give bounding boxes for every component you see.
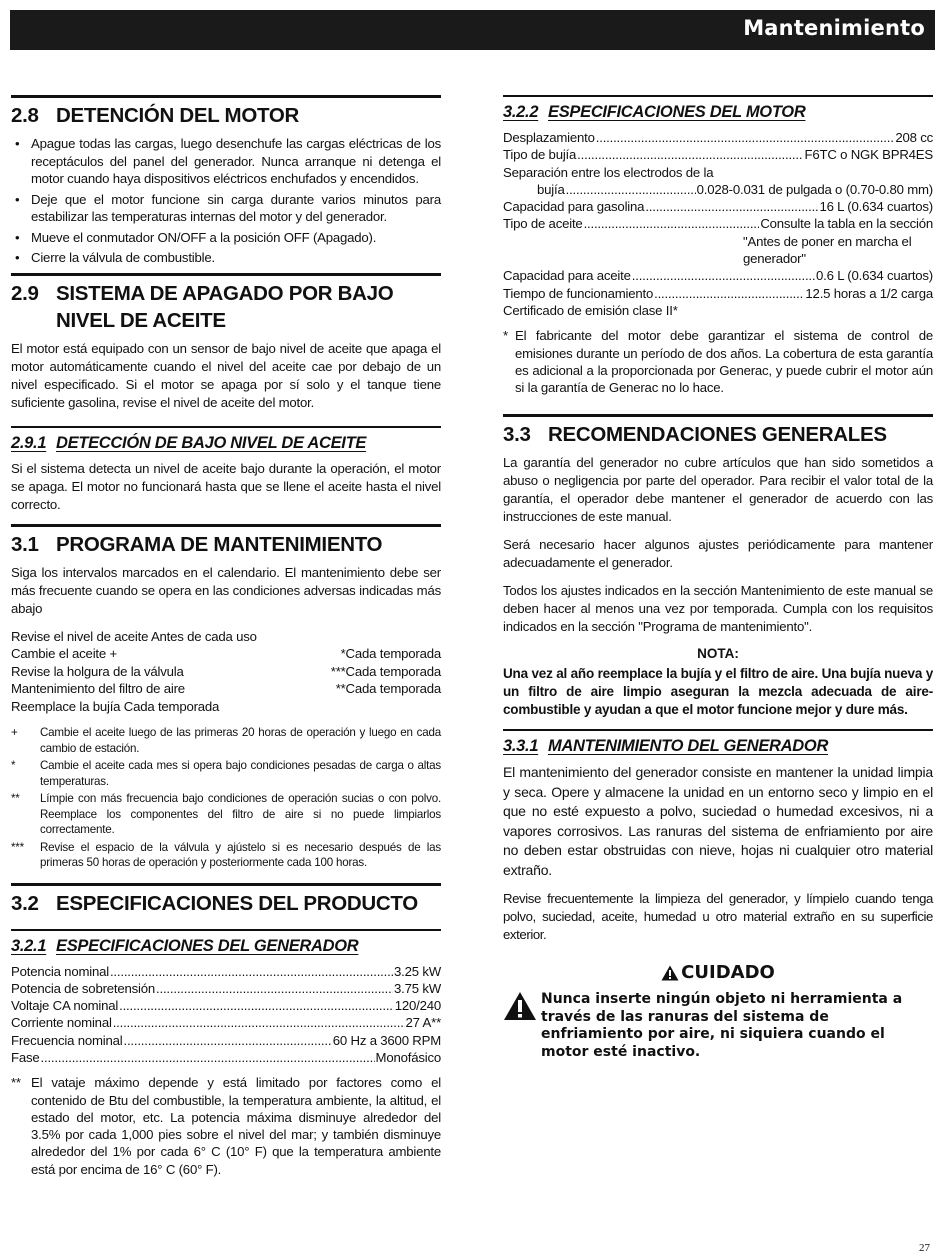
shutdown-steps-list: [11, 135, 441, 267]
section-number: 3.2: [11, 891, 39, 915]
section-number: 3.3: [503, 423, 531, 447]
section-number: 3.1: [11, 532, 39, 556]
section-3-2-2-heading: [503, 95, 933, 123]
spec-row: Voltaje CA nominal ..... 120/240: [11, 997, 441, 1014]
section-3-1-heading: [11, 524, 441, 558]
spec-row: Desplazamiento ..... 208 cc: [503, 129, 933, 146]
section-3-3-paragraph: Será necesario hacer algunos ajustes periódicamente para mantener adecuadamente el generador.: [503, 537, 933, 571]
spec-row: Capacidad para aceite ..... 0.6 L (0.634 cuartos): [503, 267, 933, 284]
warning-triangle-icon: [661, 965, 679, 981]
engine-specs: [503, 129, 933, 319]
spec-row: Potencia nominal ..... 3.25 kW: [11, 963, 441, 980]
schedule-notes: [11, 725, 441, 871]
generator-specs: [11, 963, 441, 1067]
right-column: [503, 95, 933, 1061]
section-3-3-heading: [503, 414, 933, 448]
list-item: • Cierre la válvula de combustible.: [15, 250, 215, 265]
schedule-row: Mantenimiento del filtro de aire **Cada temporada: [11, 681, 441, 696]
caution-text: Nunca inserte ningún objeto ni herramienta a través de las ranuras del sistema de enfriamiento por aire, ni siquiera cuando el motor esté inactivo.: [541, 991, 903, 1060]
list-item: • Mueve el conmutador ON/OFF a la posición OFF (Apagado).: [15, 229, 377, 245]
section-number: 3.2.1: [11, 936, 47, 955]
section-2-9-1-heading: [11, 426, 441, 454]
section-3-3-1-heading: [503, 729, 933, 757]
note-item: * Cambie el aceite cada mes si opera bajo condiciones pesadas de carga o altas temperaturas.: [11, 759, 441, 788]
spec-continuation: generador": [743, 251, 806, 267]
spec-row: Certificado de emisión clase II*: [503, 302, 678, 318]
note-item: *** Revise el espacio de la válvula y ajústelo si es necesario después de las primeras 50 horas de operación y posteriormente cada 100 horas.: [11, 840, 441, 869]
warning-triangle-icon: [503, 991, 541, 1026]
caution-box: [503, 991, 933, 1061]
engine-specs-footnote: * El fabricante del motor debe garantizar el sistema de control de emisiones durante un período de dos años. La cobertura de esta garantía es adicional a la proporcionada por Generac, y puede cubrir el motor aún si la garantía de Generac no lo hace.: [503, 328, 933, 396]
caution-heading: [503, 962, 933, 983]
section-2-9-1-body: Si el sistema detecta un nivel de aceite bajo durante la operación, el motor se apaga. El motor no funcionará hasta que se llene el aceite hasta el nivel correcto.: [11, 460, 441, 512]
spec-row: bujía ..... 0.028-0.031 de pulgada o (0.70-0.80 mm): [503, 181, 933, 198]
schedule-row: Reemplace la bujía Cada temporada: [11, 698, 220, 714]
section-title: SISTEMA DE APAGADO POR BAJO NIVEL DE ACEITE: [56, 281, 394, 332]
section-3-3-paragraph: Todos los ajustes indicados en la sección Mantenimiento de este manual se deben hacer al menos una vez por temporada. Cumpla con los requisitos indicados en la sección "Programa de mantenimiento".: [503, 583, 933, 635]
header-bar: [10, 10, 935, 50]
section-title: RECOMENDACIONES GENERALES: [548, 423, 887, 447]
generator-specs-footnote: ** El vataje máximo depende y está limitado por factores como el contenido de Btu del combustible, la temperatura ambiente, la altitud, el estado del motor, etc. La potencia máxima disminuye alrededor del 3.5% por cada 1,000 pies sobre el nivel del mar; y también disminuye alrededor del 1% por cada 6° C (10° F) que la temperatura ambiente está por encima de 16° C (60° F).: [11, 1075, 441, 1177]
section-3-3-paragraph: La garantía del generador no cubre artículos que han sido sometidos a abuso o negligencia por parte del operador. Para recibir el valor total de la garantía, el operador debe mantener el generador de acuerdo con las instrucciones de este manual.: [503, 455, 933, 525]
schedule-row: Cambie el aceite + *Cada temporada: [11, 646, 441, 661]
section-number: 3.2.2: [503, 103, 539, 121]
list-item: • Deje que el motor funcione sin carga durante varios minutos para estabilizar las temperaturas internas del motor y del generador.: [15, 191, 441, 224]
section-number: 2.9: [11, 281, 39, 305]
section-3-3-1-paragraph: Revise frecuentemente la limpieza del generador, y límpielo cuando tenga polvo, suciedad, aceite, humedad u otro material extraño en su superficie exterior.: [503, 891, 933, 943]
section-title: ESPECIFICACIONES DEL GENERADOR: [56, 936, 359, 955]
maintenance-schedule: [11, 628, 441, 716]
section-title: MANTENIMIENTO DEL GENERADOR: [548, 737, 829, 756]
section-2-8-heading: [11, 95, 441, 129]
section-title: ESPECIFICACIONES DEL MOTOR: [548, 103, 806, 121]
section-2-9-body: El motor está equipado con un sensor de bajo nivel de aceite que apaga el motor automáticamente cuando el nivel del aceite cae por debajo de un nivel especificado. Si el motor se apaga por sí solo y el tanque tiene suficiente gasolina, revise el nivel de aceite del motor.: [11, 340, 441, 410]
section-3-2-1-heading: [11, 929, 441, 957]
schedule-row: Revise el nivel de aceite Antes de cada uso: [11, 628, 257, 644]
section-3-3-1-paragraph: El mantenimiento del generador consiste en mantener la unidad limpia y seca. Opere y almacene la unidad en un entorno seco y limpio en el que no esté expuesto a polvo, suciedad o humedad excesivos, ni a vapores corrosivos. Las ranuras del sistema de enfriamiento por aire no deben estar obstruidas con nieve, hojas ni cualquier otro material extraño.: [503, 764, 933, 878]
section-3-2-heading: [11, 883, 441, 917]
note-body: Una vez al año reemplace la bujía y el filtro de aire. Una bujía nueva y un filtro de aire limpio aseguran la mezcla adecuada de aire-combustible y ayudan a que el motor funcione mejor y dure más.: [503, 666, 933, 718]
spec-row: Tiempo de funcionamiento ..... 12.5 horas a 1/2 carga: [503, 285, 933, 302]
page-number: 27: [919, 1242, 930, 1254]
section-2-9-heading: [11, 273, 441, 334]
note-item: + Cambie el aceite luego de las primeras 20 horas de operación y luego en cada cambio de estación.: [11, 726, 441, 755]
section-title: DETECCIÓN DE BAJO NIVEL DE ACEITE: [56, 433, 367, 452]
spec-row: Capacidad para gasolina ..... 16 L (0.634 cuartos): [503, 198, 933, 215]
spec-row: Tipo de aceite ..... Consulte la tabla en la sección: [503, 215, 933, 232]
section-title: ESPECIFICACIONES DEL PRODUCTO: [56, 891, 418, 915]
section-title: PROGRAMA DE MANTENIMIENTO: [56, 532, 383, 556]
left-column: [11, 95, 441, 1178]
section-number: 3.3.1: [503, 737, 539, 756]
note-item: ** Límpie con más frecuencia bajo condiciones de operación sucias o con polvo. Reemplace los componentes del filtro de aire si no puede limpiarlos correctamente.: [11, 792, 441, 836]
header-title: Mantenimiento: [743, 16, 925, 40]
spec-row: Potencia de sobretensión ..... 3.75 kW: [11, 980, 441, 997]
spec-row: Corriente nominal ..... 27 A**: [11, 1014, 441, 1031]
section-number: 2.9.1: [11, 433, 47, 452]
spec-row: Fase ..... Monofásico: [11, 1049, 441, 1066]
caution-title: CUIDADO: [681, 962, 775, 984]
spec-row: Frecuencia nominal ..... 60 Hz a 3600 RPM: [11, 1032, 441, 1049]
spec-row: Separación entre los electrodos de la: [503, 164, 714, 180]
schedule-row: Revise la holgura de la válvula ***Cada temporada: [11, 663, 441, 679]
list-item: • Apague todas las cargas, luego desenchufe las cargas eléctricas de los receptáculos del panel del generador. Nunca arranque ni detenga el motor cuando haya dispositivos eléctricos enchufados y encendidos.: [15, 136, 441, 186]
section-number: 2.8: [11, 104, 39, 127]
section-3-1-body: Siga los intervalos marcados en el calendario. El mantenimiento debe ser más frecuente cuando se opera en las condiciones adversas indicadas más abajo: [11, 564, 441, 616]
spec-row: Tipo de bujía ..... F6TC o NGK BPR4ES: [503, 146, 933, 163]
spec-continuation: "Antes de poner en marcha el: [743, 233, 912, 249]
section-title: DETENCIÓN DEL MOTOR: [56, 104, 299, 127]
note-label: NOTA:: [697, 646, 739, 662]
